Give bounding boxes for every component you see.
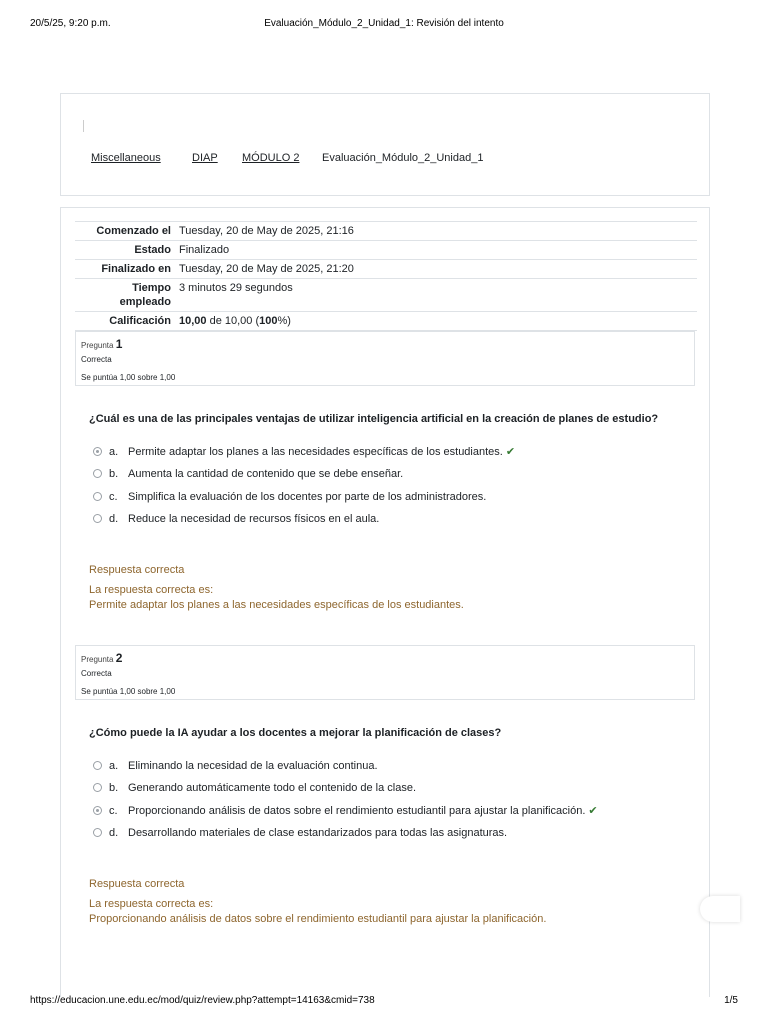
answer-text: Reduce la necesidad de recursos físicos en el aula.: [128, 513, 380, 525]
question-number-value: 1: [115, 337, 123, 351]
drawer-toggle[interactable]: [700, 896, 740, 922]
answer-letter: a.: [109, 760, 119, 772]
question-grade: Se puntúa 1,00 sobre 1,00: [81, 687, 176, 696]
grade-mid: de 10,00 (: [206, 315, 260, 327]
summary-label: Calificación: [75, 312, 175, 331]
question-state: Correcta: [81, 355, 112, 364]
summary-row: [75, 241, 697, 260]
summary-row: [75, 312, 697, 331]
print-page-number: 1/5: [724, 995, 738, 1006]
question-number: [81, 651, 122, 665]
answer-text: Proporcionando análisis de datos sobre el rendimiento estudiantil para ajustar la planificación.: [128, 805, 586, 817]
right-answer-text: Proporcionando análisis de datos sobre el rendimiento estudiantil para ajustar la planificación.: [89, 913, 547, 925]
answer-option[interactable]: [93, 825, 507, 841]
page-header: [60, 93, 710, 196]
print-datetime: 20/5/25, 9:20 p.m.: [30, 18, 111, 29]
answer-text: Aumenta la cantidad de contenido que se debe enseñar.: [128, 468, 404, 480]
grade-end: %): [277, 315, 291, 327]
question-info: [75, 331, 695, 386]
question-text: ¿Cuál es una de las principales ventajas de utilizar inteligencia artificial en la creación de planes de estudio?: [89, 413, 659, 425]
right-answer-label: La respuesta correcta es:: [89, 584, 214, 596]
answer-letter: d.: [109, 827, 119, 839]
breadcrumb-diap[interactable]: DIAP: [192, 152, 218, 164]
summary-row: [75, 260, 697, 279]
print-page-title: Evaluación_Módulo_2_Unidad_1: Revisión del intento: [264, 18, 504, 29]
quiz-review: [60, 207, 710, 997]
answer-letter: c.: [109, 805, 118, 817]
print-url: https://educacion.une.edu.ec/mod/quiz/review.php?attempt=14163&cmid=738: [30, 995, 375, 1006]
question-state: Correcta: [81, 669, 112, 678]
summary-value: Tuesday, 20 de May de 2025, 21:16: [175, 222, 697, 241]
question-grade: Se puntúa 1,00 sobre 1,00: [81, 373, 176, 382]
answer-option[interactable]: [93, 758, 378, 774]
answer-letter: b.: [109, 468, 119, 480]
summary-label: Estado: [75, 241, 175, 260]
feedback-status: Respuesta correcta: [89, 564, 185, 576]
radio-icon[interactable]: [93, 469, 102, 478]
summary-label: Comenzado el: [75, 222, 175, 241]
answer-text: Permite adaptar los planes a las necesidades específicas de los estudiantes.: [128, 446, 503, 458]
breadcrumb-current: Evaluación_Módulo_2_Unidad_1: [322, 152, 484, 164]
attempt-summary-table: [75, 221, 697, 331]
summary-value: Finalizado: [175, 241, 697, 260]
answer-text: Generando automáticamente todo el contenido de la clase.: [128, 782, 417, 794]
radio-icon[interactable]: [93, 783, 102, 792]
right-answer-label: La respuesta correcta es:: [89, 898, 214, 910]
breadcrumb-miscellaneous[interactable]: Miscellaneous: [91, 152, 161, 164]
answer-option[interactable]: [93, 466, 403, 482]
summary-grade: [175, 312, 697, 331]
answer-option[interactable]: [93, 489, 486, 505]
summary-row: [75, 222, 697, 241]
summary-value: Tuesday, 20 de May de 2025, 21:20: [175, 260, 697, 279]
answer-text: Desarrollando materiales de clase estandarizados para todas las asignaturas.: [128, 827, 508, 839]
check-icon: ✔: [505, 446, 516, 458]
summary-label: Tiempo empleado: [75, 279, 175, 312]
question-label: Pregunta: [81, 341, 114, 350]
cursor-marker: [83, 120, 94, 132]
print-header: [0, 0, 768, 40]
print-footer: [0, 990, 768, 1010]
radio-icon[interactable]: [93, 492, 102, 501]
radio-icon[interactable]: [93, 761, 102, 770]
breadcrumb-modulo-2[interactable]: MÓDULO 2: [242, 152, 300, 164]
radio-icon[interactable]: [93, 514, 102, 523]
check-icon: ✔: [588, 805, 598, 817]
summary-row: [75, 279, 697, 312]
grade-percent: 100: [259, 315, 278, 327]
answer-option[interactable]: [93, 511, 379, 527]
question-number: [81, 337, 122, 351]
right-answer-text: Permite adaptar los planes a las necesidades específicas de los estudiantes.: [89, 599, 464, 611]
question-info: [75, 645, 695, 700]
answer-letter: c.: [109, 491, 118, 503]
feedback-status: Respuesta correcta: [89, 878, 185, 890]
answer-option[interactable]: [93, 780, 416, 796]
summary-label: Finalizado en: [75, 260, 175, 279]
question-text: ¿Cómo puede la IA ayudar a los docentes a mejorar la planificación de clases?: [89, 727, 502, 739]
radio-icon[interactable]: [93, 828, 102, 837]
summary-value: 3 minutos 29 segundos: [175, 279, 697, 312]
radio-icon[interactable]: [93, 447, 102, 456]
radio-icon[interactable]: [93, 806, 102, 815]
answer-letter: b.: [109, 782, 119, 794]
grade-score: 10,00: [179, 315, 207, 327]
answer-letter: d.: [109, 513, 119, 525]
answer-letter: a.: [109, 446, 119, 458]
question-number-value: 2: [115, 651, 123, 665]
answer-text: Eliminando la necesidad de la evaluación continua.: [128, 760, 378, 772]
answer-option[interactable]: [93, 803, 598, 819]
answer-option[interactable]: [93, 444, 515, 460]
answer-text: Simplifica la evaluación de los docentes por parte de los administradores.: [128, 491, 487, 503]
question-label: Pregunta: [81, 655, 114, 664]
